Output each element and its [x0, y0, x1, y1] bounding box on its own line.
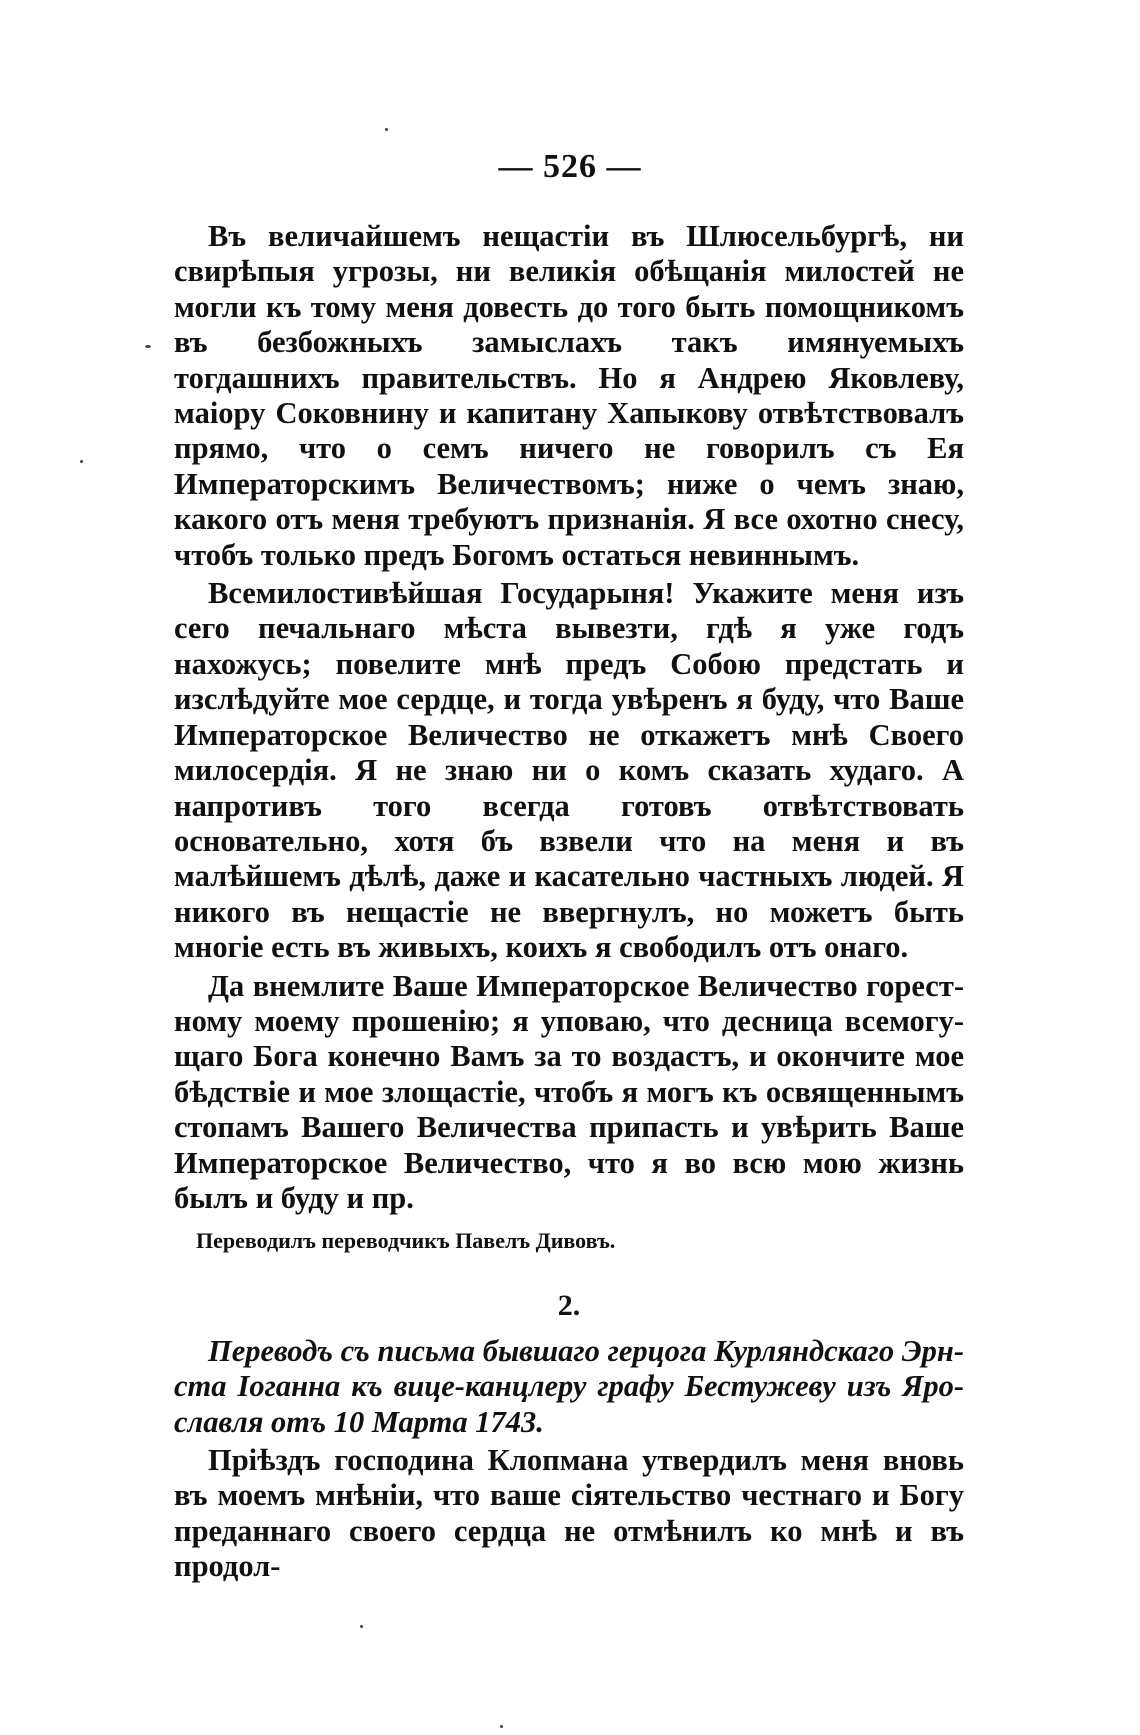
- paragraph-1: Въ величайшемъ нещастіи въ Шлюсельбургѣ, ни свирѣпыя угрозы, ни великія обѣщанія милостей не могли къ тому меня довесть до того быть помощникомъ въ безбожныхъ замыслахъ такъ имянуемыхъ тогдашнихъ правительствъ. Но я Андрею Яковлеву, маіору Соковнину и капитану Хапыкову отвѣтствовалъ прямо, что о семъ ничего не говорилъ съ Ея Императорскимъ Величествомъ; ниже о чемъ знаю, какого отъ меня требуютъ признанія. Я все охотно снесу, чтобъ только предъ Богомъ остаться невиннымъ.: [174, 219, 964, 572]
- scan-speck: [360, 1625, 363, 1628]
- scan-speck: [500, 1725, 503, 1728]
- body-text: [174, 216, 964, 1585]
- paragraph-2: Всемилостивѣйшая Государыня! Укажите меня изъ сего печальнаго мѣста вывезти, гдѣ я уже годъ нахожусь; повелите мнѣ предъ Собою предстать и изслѣдуйте мое сердце, и тогда увѣренъ я буду, что Ваше Императорское Величество не откажетъ мнѣ Своего милосердія. Я не знаю ни о комъ сказать худаго. А напротивъ того всегда готовъ отвѣтствовать основательно, хотя бъ взвели что на меня и въ малѣйшемъ дѣлѣ, даже и касательно частныхъ людей. Я никого въ нещастіе не ввергнулъ, но можетъ быть многіе есть въ живыхъ, коихъ я свободилъ отъ онаго.: [174, 576, 964, 965]
- section-number: 2.: [557, 1289, 581, 1323]
- paragraph-3: Да внемлите Ваше Императорское Величество горестному моему прошенію; я уповаю, что десница всемогущаго Бога конечно Вамъ за то воздастъ, и окончите мое бѣдствіе и мое злощастіе, чтобъ я могъ къ освященнымъ стопамъ Вашего Величества припасть и увѣрить Ваше Императорское Величество, что я во всю мою жизнь былъ и буду и пр.: [174, 968, 964, 1215]
- page-number: — 526 —: [498, 148, 642, 185]
- scan-speck: [385, 128, 388, 131]
- translator-note: Переводилъ переводчикъ Павелъ Дивовъ.: [196, 1228, 616, 1254]
- section-title: Переводъ съ письма бывшаго герцога Курляндскаго Эрнста Іоганна къ вице-канцлеру графу Бестужеву изъ Ярославля отъ 10 Марта 1743.: [174, 1333, 964, 1439]
- section-paragraph: Пріѣздъ господина Клопмана утвердилъ меня вновь въ моемъ мнѣніи, что ваше сіятельство честнаго и Богу преданнаго своего сердца не отмѣнилъ ко мнѣ и въ продол-: [174, 1443, 964, 1584]
- scan-speck: [80, 460, 83, 463]
- scan-speck: [145, 345, 151, 348]
